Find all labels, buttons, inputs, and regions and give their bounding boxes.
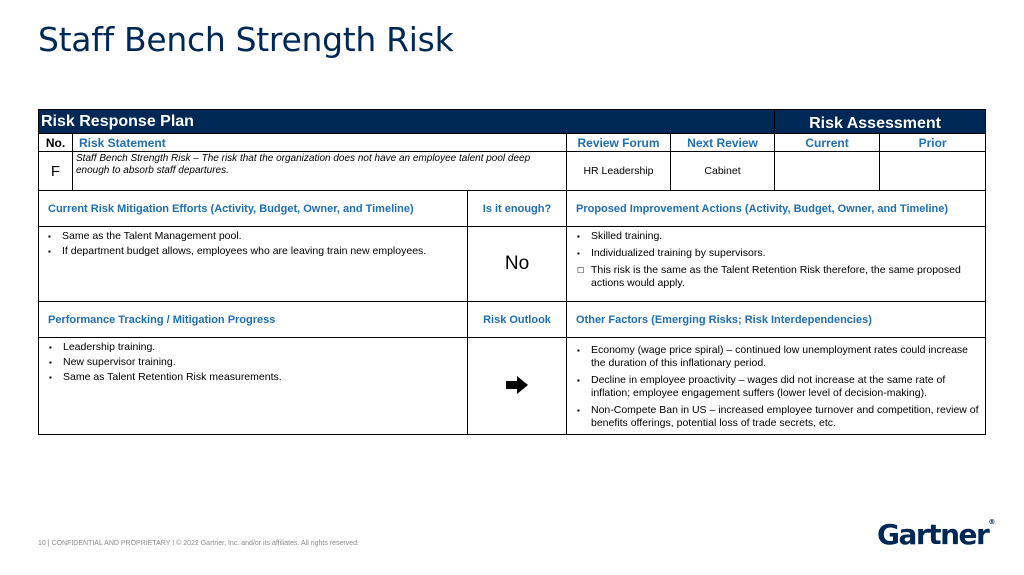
bullet-icon: ▪ (48, 247, 51, 256)
right-arrow-icon (506, 376, 528, 394)
list-item: ▪ Same as the Talent Management pool. (48, 230, 242, 242)
review-forum-value: HR Leadership (567, 152, 671, 191)
other-factors-cell (567, 338, 986, 435)
bullet-icon: ▪ (577, 406, 580, 415)
performance-tracking-cell (39, 338, 468, 435)
list-item: ☐ This risk is the same as the Talent Retention Risk therefore, the same proposed actions would apply. (577, 264, 961, 289)
performance-tracking-header: Performance Tracking / Mitigation Progress (39, 302, 468, 338)
list-item: ▪ Non-Compete Ban in US – increased employee turnover and competition, review of benefits offerings, potential loss of trade secrets, etc. (577, 404, 979, 429)
bullet-icon: ▪ (577, 376, 580, 385)
bullet-icon: ▪ (577, 249, 580, 258)
bullet-icon: ▪ (49, 358, 52, 367)
risk-outlook-cell (468, 338, 567, 435)
checkbox-icon: ☐ (577, 266, 585, 275)
risk-assessment-header: Risk Assessment (775, 110, 986, 134)
bullet-icon: ▪ (49, 373, 52, 382)
prior-header: Prior (880, 134, 986, 152)
next-review-header: Next Review (671, 134, 775, 152)
list-item: ▪ Skilled training. (577, 230, 663, 242)
improvement-actions-cell (567, 227, 986, 302)
list-item: ▪ Individualized training by supervisors. (577, 247, 766, 259)
bullet-icon: ▪ (49, 343, 52, 352)
risk-outlook-header: Risk Outlook (468, 302, 567, 338)
footer (38, 540, 359, 547)
list-item: ▪ New supervisor training. (49, 356, 176, 368)
risk-statement-header: Risk Statement (73, 134, 567, 152)
footer-text: | CONFIDENTIAL AND PROPRIETARY I © 2022 Gartner, Inc. and/or its affiliates. All rights reserved. (47, 540, 359, 547)
list-item: ▪ If department budget allows, employees who are leaving train new employees. (48, 245, 427, 257)
is-it-enough-header: Is it enough? (468, 191, 567, 227)
is-it-enough-value: No (468, 227, 567, 302)
improvement-actions-header: Proposed Improvement Actions (Activity, Budget, Owner, and Timeline) (567, 191, 986, 227)
review-forum-header: Review Forum (567, 134, 671, 152)
mitigation-efforts-cell (39, 227, 468, 302)
risk-response-plan-header: Risk Response Plan (39, 110, 775, 134)
mitigation-efforts-header: Current Risk Mitigation Efforts (Activity, Budget, Owner, and Timeline) (39, 191, 468, 227)
prior-assessment-cell (880, 152, 986, 191)
risk-number: F (39, 152, 73, 191)
page-title: Staff Bench Strength Risk (38, 20, 454, 59)
current-assessment-cell (775, 152, 880, 191)
list-item: ▪ Decline in employee proactivity – wages did not increase at the same rate of inflation; employee engagement suffers (lower level of decision-making). (577, 374, 946, 399)
bullet-icon: ▪ (577, 346, 580, 355)
other-factors-header: Other Factors (Emerging Risks; Risk Interdependencies) (567, 302, 986, 338)
next-review-value: Cabinet (671, 152, 775, 191)
no-header: No. (39, 134, 73, 152)
list-item: ▪ Same as Talent Retention Risk measurements. (49, 371, 282, 383)
risk-table (38, 109, 986, 435)
risk-statement-text: Staff Bench Strength Risk – The risk that the organization does not have an employee talent pool deep enough to absorb staff departures. (73, 152, 567, 191)
page-number: 10 (38, 540, 46, 547)
gartner-logo: Gartner® (877, 518, 996, 551)
bullet-icon: ▪ (577, 232, 580, 241)
bullet-icon: ▪ (48, 232, 51, 241)
current-header: Current (775, 134, 880, 152)
list-item: ▪ Leadership training. (49, 341, 156, 353)
list-item: ▪ Economy (wage price spiral) – continued low unemployment rates could increase the duration of this inflationary period. (577, 344, 969, 369)
